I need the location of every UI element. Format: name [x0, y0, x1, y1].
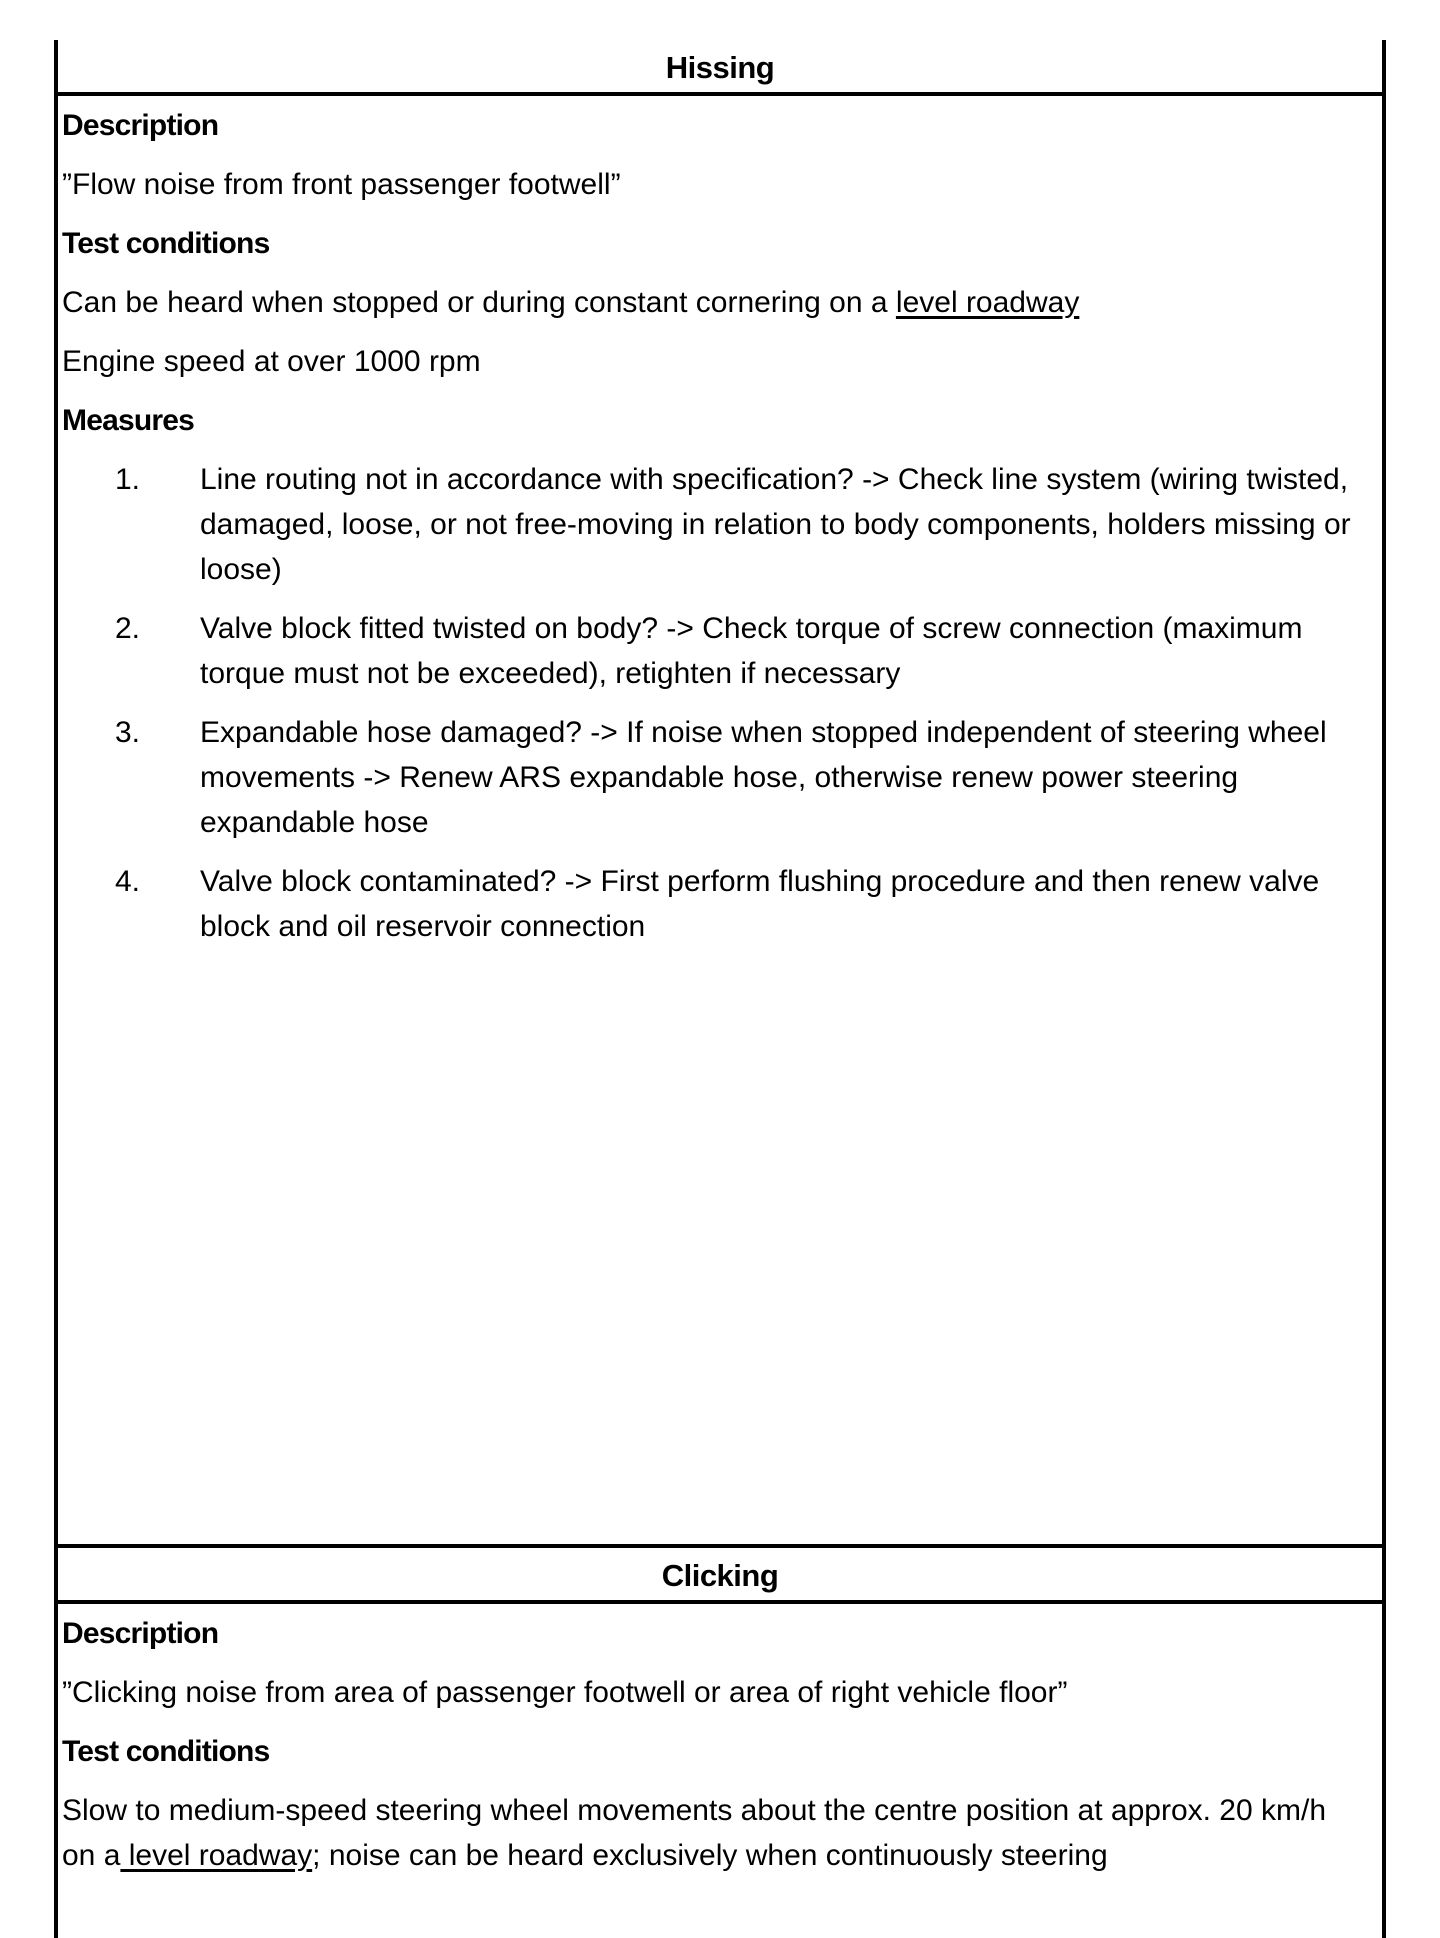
description-text: ”Clicking noise from area of passenger footwell or area of right vehicle floor”	[62, 1676, 1068, 1709]
test-condition-1	[58, 1781, 1382, 1878]
measure-text: Valve block contaminated? -> First perform flushing procedure and then renew valve block and oil reservoir connection	[200, 865, 1320, 943]
test-condition-1	[58, 273, 1382, 332]
level-roadway-link[interactable]: level roadway	[895, 286, 1080, 319]
test-condition-1-text: Slow to medium-speed steering wheel movements about the centre position at approx. 20 km/h on a	[62, 1794, 1327, 1872]
hissing-section	[58, 40, 1382, 956]
measures-list	[58, 450, 1382, 956]
measure-item	[58, 599, 1382, 703]
description-heading: Description	[62, 109, 219, 142]
measure-text: Valve block fitted twisted on body? -> Check torque of screw connection (maximum torque must not be exceeded), retighten if necessary	[200, 612, 1303, 690]
test-condition-2: Engine speed at over 1000 rpm	[62, 345, 481, 378]
measure-number: 2.	[115, 612, 141, 645]
measure-text: Expandable hose damaged? -> If noise when stopped independent of steering wheel movements -> Renew ARS expandable hose, otherwise renew power steering expandable hose	[200, 716, 1327, 839]
measure-item	[58, 450, 1382, 599]
document-frame	[54, 40, 1386, 1938]
measure-text: Line routing not in accordance with specification? -> Check line system (wiring twisted, damaged, loose, or not free-moving in relation to body components, holders missing or loose)	[200, 463, 1351, 586]
measure-number: 4.	[115, 865, 141, 898]
measure-number: 1.	[115, 463, 141, 496]
test-condition-1-text: Can be heard when stopped or during constant cornering on a	[62, 286, 896, 319]
section-title-clicking: Clicking	[58, 1548, 1382, 1604]
section-title-hissing: Hissing	[58, 40, 1382, 96]
measures-heading: Measures	[62, 404, 195, 437]
description-text: ”Flow noise from front passenger footwell”	[62, 168, 621, 201]
test-conditions-heading: Test conditions	[62, 1735, 270, 1768]
description-heading: Description	[62, 1617, 219, 1650]
test-conditions-heading: Test conditions	[62, 227, 270, 260]
measure-item	[58, 703, 1382, 852]
measure-number: 3.	[115, 716, 141, 749]
clicking-section	[58, 1544, 1382, 1878]
measure-item	[58, 852, 1382, 956]
test-condition-1-suffix: ; noise can be heard exclusively when continuously steering	[312, 1839, 1108, 1872]
level-roadway-link[interactable]: level roadway	[120, 1839, 313, 1872]
